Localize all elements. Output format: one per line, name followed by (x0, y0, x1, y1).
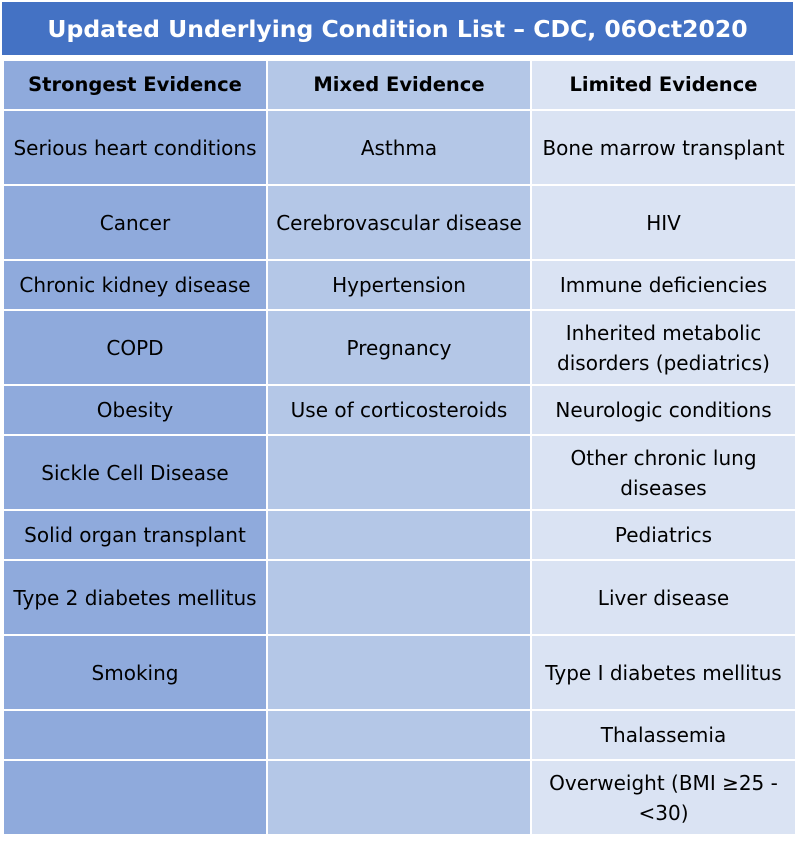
limited-cell-overweight: Overweight (BMI ≥25 - <30) (531, 760, 796, 835)
table-row (3, 435, 796, 510)
strongest-cell: Sickle Cell Disease (3, 435, 267, 510)
header-row (3, 60, 796, 110)
limited-cell: Thalassemia (531, 710, 796, 760)
mixed-cell: Pregnancy (267, 310, 531, 385)
limited-cell: Liver disease (531, 560, 796, 635)
mixed-cell: Cerebrovascular disease (267, 185, 531, 260)
strongest-cell-smoking: Smoking (3, 635, 267, 710)
table-row (3, 385, 796, 435)
header-mixed-evidence: Mixed Evidence (267, 60, 531, 110)
header-strongest-evidence: Strongest Evidence (3, 60, 267, 110)
limited-cell: Neurologic conditions (531, 385, 796, 435)
limited-cell: Other chronic lung diseases (531, 435, 796, 510)
condition-table (2, 59, 797, 836)
table-row (3, 560, 796, 635)
limited-cell: Type I diabetes mellitus (531, 635, 796, 710)
table-row (3, 110, 796, 185)
header-limited-evidence: Limited Evidence (531, 60, 796, 110)
table-row (3, 185, 796, 260)
limited-cell: Inherited metabolic disorders (pediatrics) (531, 310, 796, 385)
strongest-cell (3, 710, 267, 760)
strongest-cell: Serious heart conditions (3, 110, 267, 185)
mixed-cell (267, 710, 531, 760)
strongest-cell (3, 760, 267, 835)
strongest-cell: Chronic kidney disease (3, 260, 267, 310)
mixed-cell (267, 760, 531, 835)
limited-cell: HIV (531, 185, 796, 260)
table-row (3, 760, 796, 835)
strongest-cell: Cancer (3, 185, 267, 260)
mixed-cell (267, 560, 531, 635)
mixed-cell (267, 635, 531, 710)
table-row (3, 510, 796, 560)
table-row (3, 260, 796, 310)
table-row (3, 635, 796, 710)
limited-cell: Immune deficiencies (531, 260, 796, 310)
strongest-cell: Solid organ transplant (3, 510, 267, 560)
table-title: Updated Underlying Condition List – CDC, 06Oct2020 (2, 2, 793, 55)
mixed-cell: Asthma (267, 110, 531, 185)
mixed-cell (267, 435, 531, 510)
mixed-cell: Use of corticosteroids (267, 385, 531, 435)
mixed-cell (267, 510, 531, 560)
table-row (3, 310, 796, 385)
mixed-cell: Hypertension (267, 260, 531, 310)
limited-cell: Pediatrics (531, 510, 796, 560)
table-row (3, 710, 796, 760)
strongest-cell: Type 2 diabetes mellitus (3, 560, 267, 635)
strongest-cell: Obesity (3, 385, 267, 435)
strongest-cell: COPD (3, 310, 267, 385)
limited-cell: Bone marrow transplant (531, 110, 796, 185)
